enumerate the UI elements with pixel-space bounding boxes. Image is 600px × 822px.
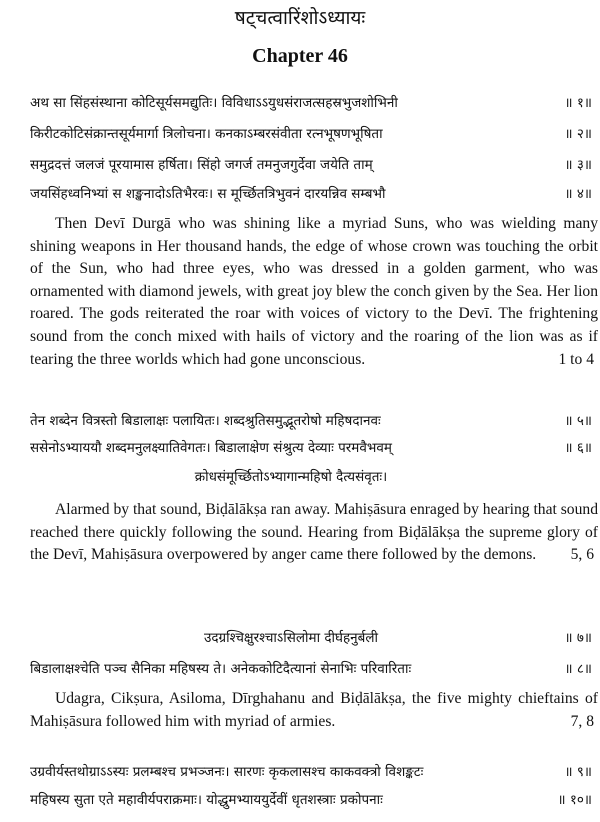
verse-number: ॥ १॥: [564, 95, 592, 111]
verse-number: ॥ ३॥: [564, 157, 592, 173]
verse-line: [30, 656, 600, 682]
verse-text: जयसिंहध्वनिभ्यां स शङ्खनादोऽतिभैरवः। स मूर्च्छितत्रिभुवनं दारयन्निव सम्बभौ: [30, 186, 386, 202]
translation-text: Udagra, Cikṣura, Asiloma, Dīrghahanu and Biḍālākṣa, the five mighty chieftains of Mahiṣāsura followed him with myriad of armies.: [30, 690, 598, 730]
verse-text: उग्रवीर्यस्तथोग्राऽऽस्यः प्रलम्बश्च प्रभञ्जनः। सारणः कृकलासश्च काकवक्त्रो विशङ्कटः: [30, 764, 424, 780]
verse-text: महिषस्य सुता एते महावीर्यपराक्रमाः। योद्धुमभ्याययुर्देवीं धृतशस्त्राः प्रकोपनाः: [30, 792, 383, 808]
translation-text: Then Devī Durgā who was shining like a myriad Suns, who was wielding many shining weapons in Her thousand hands, the edge of whose crown was touching the orbit of the Sun, who had three eyes, who was dressed in a golden garment, who was ornamented with diamond jewels, with great joy blew the conch given by the Sea. Her lion roared. The gods reiterated the roar with voices of victory to the Devī. The frightening sound from the conch mixed with hails of victory and the roaring of the lion was as if tearing the three worlds which had gone unconscious.: [30, 215, 598, 368]
verse-line: [30, 90, 600, 116]
verse-line: [30, 787, 600, 813]
translation-text: Alarmed by that sound, Biḍālākṣa ran away. Mahiṣāsura enraged by hearing that sound reached there quickly following the sound. Hearing from Biḍālākṣa the supreme glory of the Devī, Mahiṣāsura overpowered by anger came there followed by the demons.: [30, 501, 598, 564]
verse-number: ॥ ७॥: [564, 630, 592, 646]
verse-line: [30, 759, 600, 785]
verse-text: क्रोधसंमूर्च्छितोऽभ्यागान्महिषो दैत्यसंवृतः।: [194, 469, 388, 485]
verse-line: [30, 152, 600, 178]
verse-line: [30, 625, 600, 651]
verse-line: [30, 408, 600, 434]
verse-line: [30, 435, 600, 461]
verse-line: [30, 121, 600, 147]
verse-reference: 5, 6: [570, 546, 594, 564]
verse-text: बिडालाक्षश्चेति पञ्च सैनिका महिषस्य ते। अनेककोटिदैत्यानां सेनाभिः परिवारिताः: [30, 661, 412, 677]
translation-paragraph: [30, 688, 598, 736]
translation-paragraph: [30, 499, 598, 591]
verse-reference: 1 to 4: [558, 350, 594, 368]
verse-number: ॥ ५॥: [564, 413, 592, 429]
verse-text: तेन शब्देन वित्रस्तो बिडालाक्षः पलायितः। शब्दश्रुतिसमुद्भूतरोषो महिषदानवः: [30, 413, 381, 429]
verse-reference: 7, 8: [570, 712, 594, 730]
chapter-title-sanskrit: षट्चत्वारिंशोऽध्यायः: [234, 7, 366, 29]
verse-line: [30, 464, 600, 490]
verse-number: ॥ ४॥: [564, 186, 592, 202]
verse-line: [30, 181, 600, 207]
verse-text: समुद्रदत्तं जलजं पूरयामास हर्षिता। सिंहो जगर्ज तमनुजगुर्देवा जयेति ताम्: [30, 157, 373, 173]
verse-text: किरीटकोटिसंक्रान्तसूर्यमार्गा त्रिलोचना। कनकाऽम्बरसंवीता रत्नभूषणभूषिता: [30, 126, 383, 142]
translation-paragraph: [30, 213, 598, 389]
chapter-heading: Chapter 46: [252, 45, 348, 67]
verse-number: ॥ ६॥: [564, 440, 592, 456]
verse-number: ॥ ९॥: [564, 764, 592, 780]
verse-number: ॥ २॥: [564, 126, 592, 142]
verse-text: अथ सा सिंहसंस्थाना कोटिसूर्यसमद्युतिः। विविधाऽऽयुधसंराजत्सहस्रभुजशोभिनी: [30, 95, 398, 111]
verse-number: ॥ १०॥: [557, 792, 592, 808]
verse-text: उदग्रश्चिक्षुरश्चाऽसिलोमा दीर्घहनुर्बली: [203, 630, 379, 646]
verse-number: ॥ ८॥: [564, 661, 592, 677]
verse-text: ससेनोऽभ्याययौ शब्दमनुलक्ष्यातिवेगतः। बिडालाक्षेण संश्रुत्य देव्याः परमवैभवम्: [30, 440, 392, 456]
